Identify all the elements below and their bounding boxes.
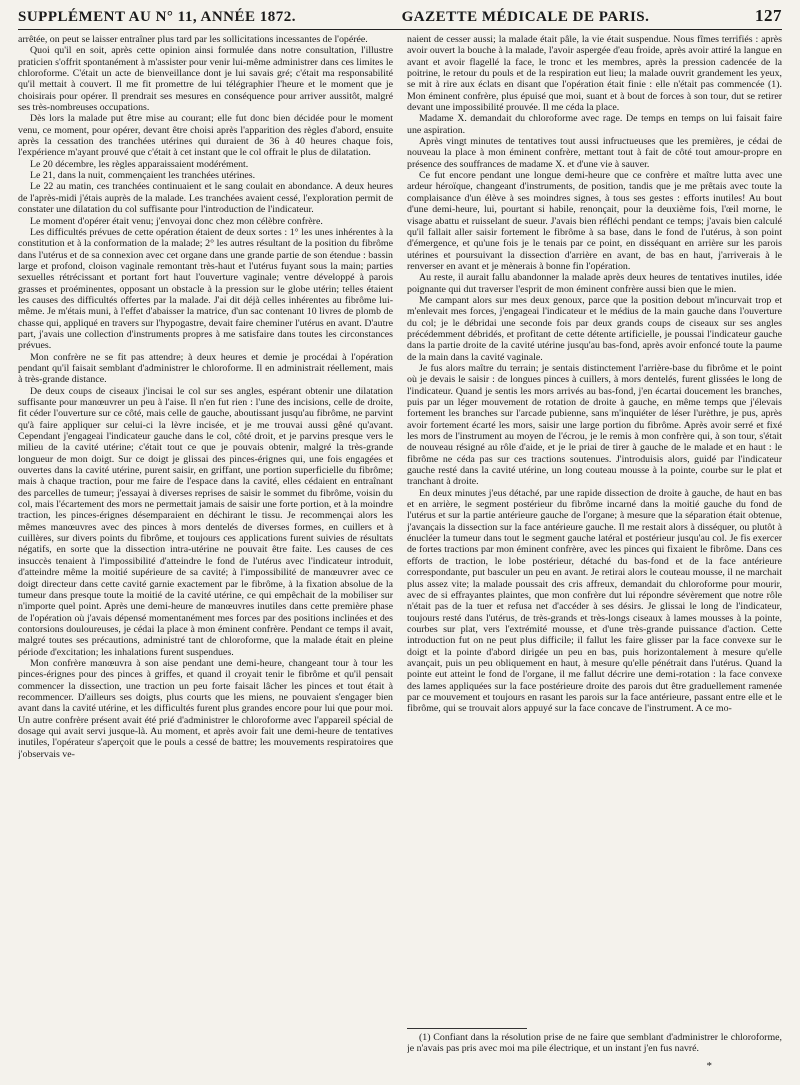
text-columns xyxy=(18,34,782,1072)
running-header xyxy=(18,6,782,30)
paragraph: Madame X. demandait du chloroforme avec rage. De temps en temps on lui faisait faire une aspiration. xyxy=(407,113,782,136)
paragraph: Dès lors la malade put être mise au courant; elle fut donc bien décidée pour le moment venu, ce moment, pour opérer, devant être choisi après l'apparition des règles d'abord, ensuite après la cessation des tranchées utérines qui duraient de 36 à 40 heures chaque fois, l'expérience m'ayant prouvé que c'était à cet instant que le col offrait le plus de dilatation. xyxy=(18,113,393,159)
paragraph: En deux minutes j'eus détaché, par une rapide dissection de droite à gauche, de haut en bas et en arrière, le segment postérieur du fibrôme incarné dans la moitié gauche du fond de l'utérus et sur la partie antérieure gauche de l'organe; à mesure que la séparation était obtenue, j'avançais la dissection sur la face antérieure gauche. Il me restait alors à disséquer, ou plutôt à énucléer la tumeur dans tout le segment gauche latéral et postérieur jusqu'au col. Je fis exercer de fortes tractions par mon éminent confrère, avec les pinces qui fixaient le fibrôme. Dans ces efforts de traction, le lobe postérieur, détaché du bas-fond et de la face antérieure correspondante, put basculer un peu en avant. Je retirai alors le couteau mousse, il ne marchait plus assez vite; la malade poussait des cris affreux, demandait du chloroforme pour mourir, avec de si effrayantes plaintes, que mon confrère dut lui répondre sévèrement que notre rôle n'était pas de la tuer et refusa net d'accéder à ses désirs. Je glissai le long de l'indicateur, toujours resté dans l'utérus, de très-grands et très-longs ciseaux à lames mousses à la pointe, courbes sur plat, vers l'extrémité mousse, et d'une très-grande puissance d'action. Cette introduction fut on ne peut plus difficile; il fallut les faire glisser par la face convexe sur le doigt et la pointe d'abord dirigée un peu en bas, puis horizontalement à mesure qu'elle avançait, puis un peu obliquement en haut, à mesure qu'elle pénétrait dans l'utérus. Quand la pointe eut atteint le fond de l'organe, il me fallut décrire une demi-rotation : la face convexe des lames appliquées sur la face postérieure droite des parois dut être graduellement ramenée par ce mouvement et toujours en rasant les parois sur la face antérieure, passant entre elle et le fibrôme, qui se trouvait alors appuyé sur la face concave de l'instrument. A ce mo- xyxy=(407,487,782,715)
paragraph: De deux coups de ciseaux j'incisai le col sur ses angles, espérant obtenir une dilatation suffisante pour manœuvrer un peu à l'aise. Il n'en fut rien : l'une des incisions, celle de droite, fit céder l'ouverture sur ce côté, mais celle de gauche, aboutissant jusqu'au fibrôme, ne parvint qu'à faire appliquer sur celui-ci la lèvre incisée, et je me trouvai aussi gêné qu'avant. Cependant j'engageai l'indicateur gauche dans le col, côté droit, et je parvins presque vers le milieu de la cavité utérine; c'était tout ce que je pouvais obtenir, malgré la très-grande longueur de mon doigt. Sur ce doigt je glissai des pinces-érignes qui, une fois engagées et ouvertes dans la cavité utérine, purent saisir, en griffant, une portion superficielle du fibrôme; mais à chaque traction, pour me faire de l'espace dans la cavité, elles cédaient en entraînant des parcelles de tumeur; j'essayai à diverses reprises de saisir le sommet du fibrôme, voisin du col, mais l'écartement des mors ne permettait jamais de saisir une forte portion, et à la moindre traction, les pinces-érignes désemparaient en déchirant le tissu. Je recommençai alors les mêmes manœuvres avec des pinces à mors dentelés de diverses formes, en cuillers et à cuillères, sur divers points du fibrôme, et toujours ces applications furent suivies de résultats négatifs, en sorte que la dissection intra-utérine ne pouvait être faite. Les causes de ces insuccès tenaient à l'impossibilité d'atteindre le fond de l'utérus avec l'indicateur introduit, d'atteindre même la moitié supérieure de sa cavité; à l'impossibilité de manœuvrer avec ce doigt directeur dans cette cavité garnie exactement par le fibrôme, à la fixation absolue de la tumeur dans presque toute la moitié de la cavité utérine, ce qui empêchait de la mobiliser sur n'importe quel point. Après une demi-heure de manœuvres inutiles dans cette première phase de l'opération où j'avais dépensé momentanément mes forces par des positions inclinées et des contorsions douloureuses, je cédai la place à mon éminent confrère. Pendant ce temps il avait, malgré toutes ses précautions, administré tant de chloroforme, que la malade était en pleine période d'excitation; les inhalations furent suspendues. xyxy=(18,385,393,658)
paragraph: Ce fut encore pendant une longue demi-heure que ce confrère et maître lutta avec une ardeur héroïque, changeant d'instruments, de position, tandis que je me prêtais avec toute la complaisance d'un élève à ses moindres signes, à tous ses gestes : efforts inutiles! Au bout d'une demi-heure, lui, pourtant si habile, renonçait, pour la deuxième fois, l'œil morne, le visage abattu et ruisselant de sueur. J'avais bien réfléchi pendant ce temps; j'avais bien calculé qu'il fallait aller saisir fortement le fibrôme à sa base, dans le fond de l'utérus, à son point d'émergence, et qu'une fois je le tenais par ce point, en disséquant en arrière sur les parois utérines et poursuivant la dissection d'arrière en avant, de bas en haut, j'arriverais à le renverser en avant et je mènerais à bonne fin l'opération. xyxy=(407,170,782,272)
right-column xyxy=(407,34,782,1072)
header-supplement: SUPPLÉMENT AU N° 11, ANNÉE 1872. xyxy=(18,9,297,25)
paragraph: Mon confrère ne se fit pas attendre; à deux heures et demie je procédai à l'opération pendant qu'il faisait semblant d'administrer le chloroforme. Il en administrait réellement, mais à très-grande distance. xyxy=(18,351,393,386)
paragraph: Je fus alors maître du terrain; je sentais distinctement l'arrière-base du fibrôme et le point où je devais le saisir : de longues pinces à cuillers, à mors dentelés, furent glissées le long de l'indicateur. Quand je sentis les mors arrivés au bas-fond, j'en écartai doucement les branches, puis par un léger mouvement de rotation de droite à gauche, en même temps que j'élevais fortement les branches sur l'arcade pubienne, sans m'inquiéter de léser l'urèthre, je pus, après avoir fortement écarté les mors, saisir une large portion du fibrôme. Après avoir serré et fixé les mors de l'instrument au moyen de l'écrou, je le remis à mon confrère qui, à son tour, s'était de nouveau résigné au rôle d'aide, et je le priai de tirer à gauche de le malade et en haut : le fibrôme ne céda pas sur ces tractions soutenues. J'introduisis alors, guidé par l'indicateur gauche resté dans la cavité utérine, un long couteau mousse à la pointe, courbe sur le plat et tranchant à droite. xyxy=(407,362,782,488)
footnote-rule xyxy=(407,1028,527,1029)
paragraph: Au reste, il aurait fallu abandonner la malade après deux heures de tentatives inutiles, idée poignante qui dut traverser l'esprit de mon éminent confrère aussi bien que le mien. xyxy=(407,272,782,295)
footnote: (1) Confiant dans la résolution prise de ne faire que semblant d'administrer le chloroforme, je n'avais pas pris avec moi ma pile électrique, et un instant j'en fus navré. xyxy=(407,1031,782,1055)
paragraph: Me campant alors sur mes deux genoux, parce que la position debout m'incurvait trop et m'enlevait mes forces, j'engageai l'indicateur et le médius de la main gauche dans l'ouverture du col; je le débridai une seconde fois par deux grands coups de ciseaux sur ses angles précédemment débridés, et profitant de cette détente artificielle, je poussai l'indicateur gauche dans la partie droite de la cavité utérine jusqu'au bas-fond, après avoir enfoncé toute la paume de la main dans la cavité vaginale. xyxy=(407,294,782,363)
paragraph: Quoi qu'il en soit, après cette opinion ainsi formulée dans notre consultation, l'illustre praticien s'offrit spontanément à m'assister pour venir lui-même administrer dans ces limites le chloroforme. C'était un acte de bienveillance dont je lui savais gré; c'était ma responsabilité qu'il mettait à couvert. Il me fit promettre de lui télégraphier l'heure et le moment que je choisirais pour opérer. Il prendrait ses mesures en conséquence pour arriver aussitôt, malgré ses très-nombreuses occupations. xyxy=(18,45,393,114)
paragraph: Les difficultés prévues de cette opération étaient de deux sortes : 1° les unes inhérentes à la constitution et à la conformation de la malade; 2° les autres résultant de la position du fibrôme dans l'utérus et de sa connexion avec cet organe dans une grande partie de son étendue : bassin large et profond, cloison vaginale remontant très-haut et l'utérus fuyant sous la main; parties sexuelles rétrécissant et portant fort haut l'ouverture vaginale; ventre développé à parois grasses et proéminentes, opposant un obstacle à la pression sur le globe utérin; telles étaient les causes des difficultés offertes par la malade. J'ai dit déjà celles inhérentes au fibrôme lui-même. Je m'étais muni, à l'effet d'abaisser la matrice, d'un sac contenant 10 livres de plomb de chasse qui, appliqué en travers sur l'hypogastre, devait faire cheminer l'utérus en avant. D'autre part, j'avais une collection d'instruments propres à me satisfaire dans toutes les circonstances prévues. xyxy=(18,226,393,352)
paragraph: Après vingt minutes de tentatives tout aussi infructueuses que les premières, je cédai de nouveau la place à mon éminent confrère, mettant tout à fait de côté tout amour-propre en présence des souffrances de madame X. et d'une vie à sauver. xyxy=(407,136,782,170)
paragraph: Le 22 au matin, ces tranchées continuaient et le sang coulait en abondance. A deux heures de l'après-midi j'étais auprès de la malade. Les tranchées avaient cessé, l'exploration permit de constater une dilatation du col suffisante pour l'introduction de l'indicateur. xyxy=(18,181,393,216)
left-column xyxy=(18,34,393,1072)
paragraph: naient de cesser aussi; la malade était pâle, la vie était suspendue. Nous fîmes terrifiés : après avoir ouvert la bouche à la malade, l'avoir aspergée d'eau froide, après avoir attiré la langue en avant et avoir flagellé la face, le tronc et les membres, après la pression cadencée de la poitrine, le retour du pouls et de la respiration eut lieu; la malade ouvrit grandement les yeux, se mit à rire aux éclats en disant que l'opération était finie : elle n'était pas commencée (1). Mon éminent confrère, plus épuisé que moi, suant et à bout de forces à son tour, dut se retirer devant une impossibilité prouvée. Il me céda la place. xyxy=(407,34,782,114)
paragraph: arrêtée, on peut se laisser entraîner plus tard par les sollicitations incessantes de l'opérée. xyxy=(18,34,368,45)
end-mark: * xyxy=(706,1059,712,1072)
paragraph: Le moment d'opérer était venu; j'envoyai donc chez mon célèbre confrère. xyxy=(30,215,323,227)
paragraph: Le 20 décembre, les règles apparaissaient modérément. xyxy=(30,158,249,170)
header-journal-title: GAZETTE MÉDICALE DE PARIS. xyxy=(401,9,650,25)
paragraph: Le 21, dans la nuit, commençaient les tranchées utérines. xyxy=(30,170,256,182)
page-number: 127 xyxy=(755,6,782,25)
right-column-body xyxy=(407,34,782,1020)
paragraph: Mon confrère manœuvra à son aise pendant une demi-heure, changeant tour à tour les pinces-érignes pour des pinces à griffes, et quand il croyait tenir le fibrôme et qu'il pensait commencer la dissection, une traction un peu forte faisait lâcher les pinces et tout était à recommencer. D'ailleurs ses doigts, plus courts que les miens, ne pouvaient s'engager bien avant dans la cavité utérine, et les difficultés furent plus grandes encore pour lui que pour moi. Un autre confrère présent avait été prié d'administrer le chloroforme avec l'appareil spécial de dosage qui avait servi jusque-là. Au moment, et après avoir fait une demi-heure de tentatives inutiles, l'opérateur s'aperçoit que le pouls a cessé de battre; les mouvements respiratoires que j'observais ve- xyxy=(18,657,393,760)
